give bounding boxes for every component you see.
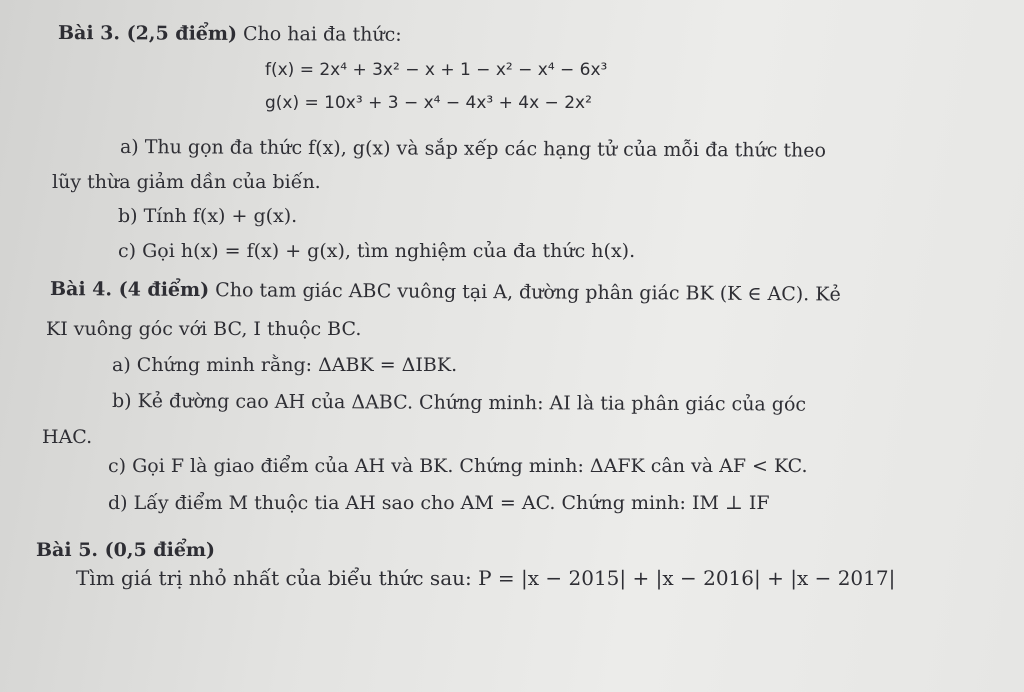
exercise-3b: b) Tính f(x) + g(x). xyxy=(118,205,298,227)
polynomial-f: f(x) = 2x⁴ + 3x² − x + 1 − x² − x⁴ − 6x³ xyxy=(265,60,608,80)
exercise-5-title: Bài 5. (0,5 điểm) xyxy=(36,539,215,561)
exercise-4b-line2: HAC. xyxy=(42,426,93,448)
exercise-4-header xyxy=(50,278,841,306)
exercise-4c: c) Gọi F là giao điểm của AH và BK. Chứng minh: ΔAFK cân và AF < KC. xyxy=(108,455,808,477)
exercise-4-intro-line2: KI vuông góc với BC, I thuộc BC. xyxy=(46,318,362,340)
exercise-3-intro: Cho hai đa thức: xyxy=(242,22,402,46)
exercise-3c: c) Gọi h(x) = f(x) + g(x), tìm nghiệm của đa thức h(x). xyxy=(118,240,636,262)
exercise-4d: d) Lấy điểm M thuộc tia AH sao cho AM = AC. Chứng minh: IM ⊥ IF xyxy=(108,492,770,514)
exercise-3-header xyxy=(58,22,402,46)
polynomial-g: g(x) = 10x³ + 3 − x⁴ − 4x³ + 4x − 2x² xyxy=(265,93,592,113)
exercise-4a: a) Chứng minh rằng: ΔABK = ΔIBK. xyxy=(112,354,458,376)
exercise-4-title: Bài 4. (4 điểm) xyxy=(49,278,210,302)
exercise-3-title: Bài 3. (2,5 điểm) xyxy=(57,22,238,45)
exercise-4-intro-line1: Cho tam giác ABC vuông tại A, đường phân giác BK (K ∈ AC). Kẻ xyxy=(215,279,841,306)
exercise-4b-line1: b) Kẻ đường cao AH của ΔABC. Chứng minh: AI là tia phân giác của góc xyxy=(111,390,807,416)
exercise-5-question: Tìm giá trị nhỏ nhất của biểu thức sau: P = |x − 2015| + |x − 2016| + |x − 2017| xyxy=(76,566,896,590)
exercise-3a-line1: a) Thu gọn đa thức f(x), g(x) và sắp xếp các hạng tử của mỗi đa thức theo xyxy=(119,136,827,162)
exercise-3a-line2: lũy thừa giảm dần của biến. xyxy=(52,171,321,193)
